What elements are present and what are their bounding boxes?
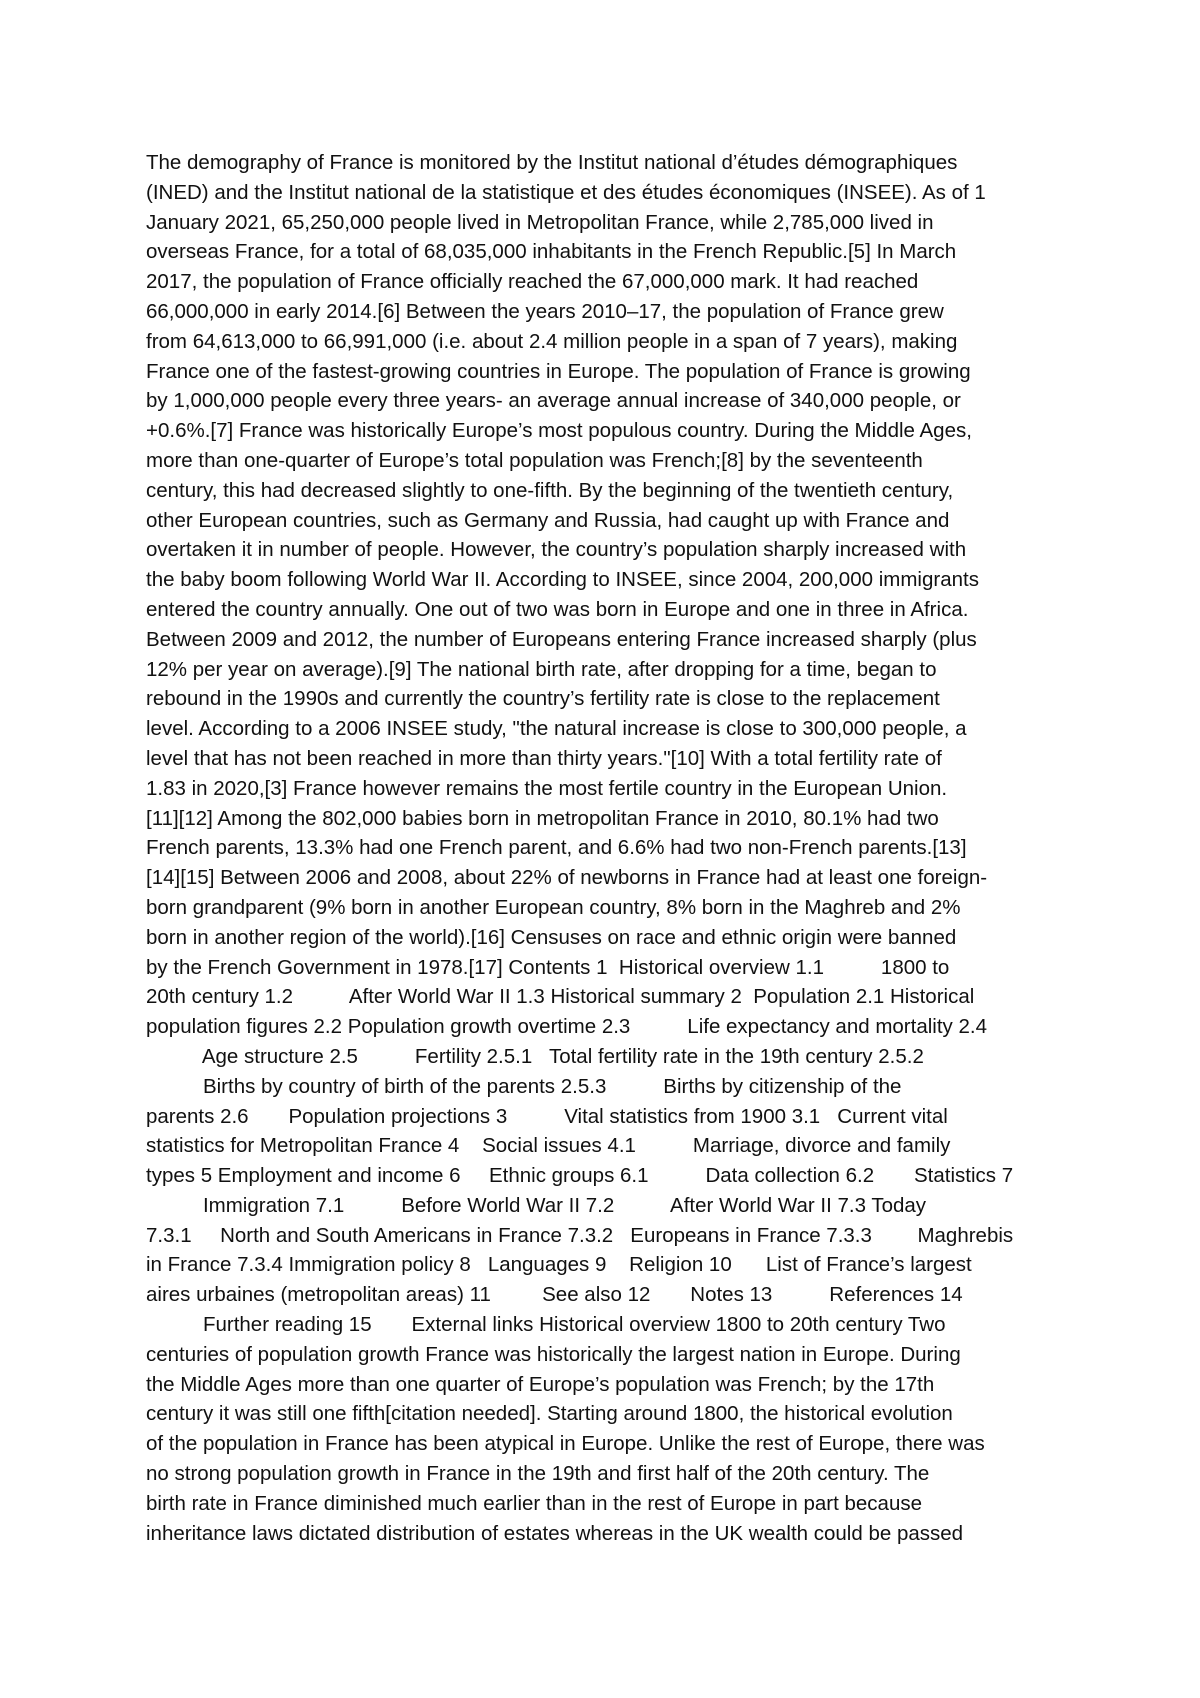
text-line: population figures 2.2 Population growth overtime 2.3 Life expectancy and mortality 2.4 — [146, 1015, 987, 1039]
text-line: no strong population growth in France in the 19th and first half of the 20th century. The — [146, 1462, 930, 1486]
text-line: by the French Government in 1978.[17] Contents 1 Historical overview 1.1 1800 to — [146, 955, 950, 979]
text-line: January 2021, 65,250,000 people lived in Metropolitan France, while 2,785,000 lived in — [146, 210, 934, 234]
body-text — [146, 148, 1066, 1548]
text-line: rebound in the 1990s and currently the country’s fertility rate is close to the replacement — [146, 687, 940, 711]
text-line: more than one-quarter of Europe’s total population was French;[8] by the seventeenth — [146, 448, 923, 472]
text-line: born grandparent (9% born in another European country, 8% born in the Maghreb and 2% — [146, 895, 961, 919]
text-line: Immigration 7.1 Before World War II 7.2 After World War II 7.3 Today — [146, 1193, 927, 1217]
text-line: inheritance laws dictated distribution of estates whereas in the UK wealth could be passed — [146, 1521, 964, 1545]
text-line: overtaken it in number of people. However, the country’s population sharply increased with — [146, 538, 967, 562]
text-line: in France 7.3.4 Immigration policy 8 Languages 9 Religion 10 List of France’s largest — [146, 1253, 972, 1277]
text-line: 66,000,000 in early 2014.[6] Between the years 2010–17, the population of France grew — [146, 299, 944, 323]
text-line: 2017, the population of France officially reached the 67,000,000 mark. It had reached — [146, 270, 919, 294]
text-line: 7.3.1 North and South Americans in France 7.3.2 Europeans in France 7.3.3 Maghrebis — [146, 1223, 1014, 1247]
text-line: French parents, 13.3% had one French parent, and 6.6% had two non-French parents.[13] — [146, 836, 967, 860]
text-line: aires urbaines (metropolitan areas) 11 See also 12 Notes 13 References 14 — [146, 1283, 963, 1307]
text-line: 1.83 in 2020,[3] France however remains the most fertile country in the European Union. — [146, 776, 948, 800]
text-line: Further reading 15 External links Historical overview 1800 to 20th century Two — [146, 1313, 946, 1337]
text-line: level that has not been reached in more than thirty years."[10] With a total fertility rate of — [146, 746, 942, 770]
text-line: of the population in France has been atypical in Europe. Unlike the rest of Europe, there was — [146, 1432, 985, 1456]
text-line: from 64,613,000 to 66,991,000 (i.e. about 2.4 million people in a span of 7 years), making — [146, 329, 958, 353]
text-line: Births by country of birth of the parents 2.5.3 Births by citizenship of the — [146, 1074, 902, 1098]
text-line: Between 2009 and 2012, the number of Europeans entering France increased sharply (plus — [146, 627, 977, 651]
text-line: century, this had decreased slightly to one-fifth. By the beginning of the twentieth century, — [146, 478, 954, 502]
text-line: [11][12] Among the 802,000 babies born in metropolitan France in 2010, 80.1% had two — [146, 806, 939, 830]
text-line: types 5 Employment and income 6 Ethnic groups 6.1 Data collection 6.2 Statistics 7 — [146, 1164, 1014, 1188]
text-line: +0.6%.[7] France was historically Europe’s most populous country. During the Middle Ages, — [146, 419, 972, 443]
text-line: (INED) and the Institut national de la statistique et des études économiques (INSEE). As of 1 — [146, 180, 986, 204]
text-line: Age structure 2.5 Fertility 2.5.1 Total fertility rate in the 19th century 2.5.2 — [146, 1044, 924, 1068]
text-line: France one of the fastest-growing countries in Europe. The population of France is growing — [146, 359, 971, 383]
text-line: 12% per year on average).[9] The national birth rate, after dropping for a time, began to — [146, 657, 937, 681]
text-line: level. According to a 2006 INSEE study, "the natural increase is close to 300,000 people, a — [146, 717, 967, 741]
text-line: parents 2.6 Population projections 3 Vital statistics from 1900 3.1 Current vital — [146, 1104, 948, 1128]
text-line: the Middle Ages more than one quarter of Europe’s population was French; by the 17th — [146, 1372, 935, 1396]
text-line: 20th century 1.2 After World War II 1.3 Historical summary 2 Population 2.1 Historical — [146, 985, 975, 1009]
text-line: centuries of population growth France was historically the largest nation in Europe. During — [146, 1342, 961, 1366]
text-line: other European countries, such as Germany and Russia, had caught up with France and — [146, 508, 950, 532]
text-line: statistics for Metropolitan France 4 Social issues 4.1 Marriage, divorce and family — [146, 1134, 951, 1158]
text-line: overseas France, for a total of 68,035,000 inhabitants in the French Republic.[5] In March — [146, 240, 957, 264]
text-line: born in another region of the world).[16] Censuses on race and ethnic origin were banned — [146, 925, 957, 949]
text-line: the baby boom following World War II. According to INSEE, since 2004, 200,000 immigrants — [146, 568, 979, 592]
text-line: entered the country annually. One out of two was born in Europe and one in three in Africa. — [146, 597, 969, 621]
text-line: [14][15] Between 2006 and 2008, about 22% of newborns in France had at least one foreign- — [146, 866, 988, 890]
text-line: The demography of France is monitored by the Institut national d’études démographiques — [146, 151, 958, 174]
text-line: century it was still one fifth[citation needed]. Starting around 1800, the historical evolution — [146, 1402, 953, 1426]
text-line: birth rate in France diminished much earlier than in the rest of Europe in part because — [146, 1491, 922, 1515]
text-line: by 1,000,000 people every three years- an average annual increase of 340,000 people, or — [146, 389, 961, 413]
